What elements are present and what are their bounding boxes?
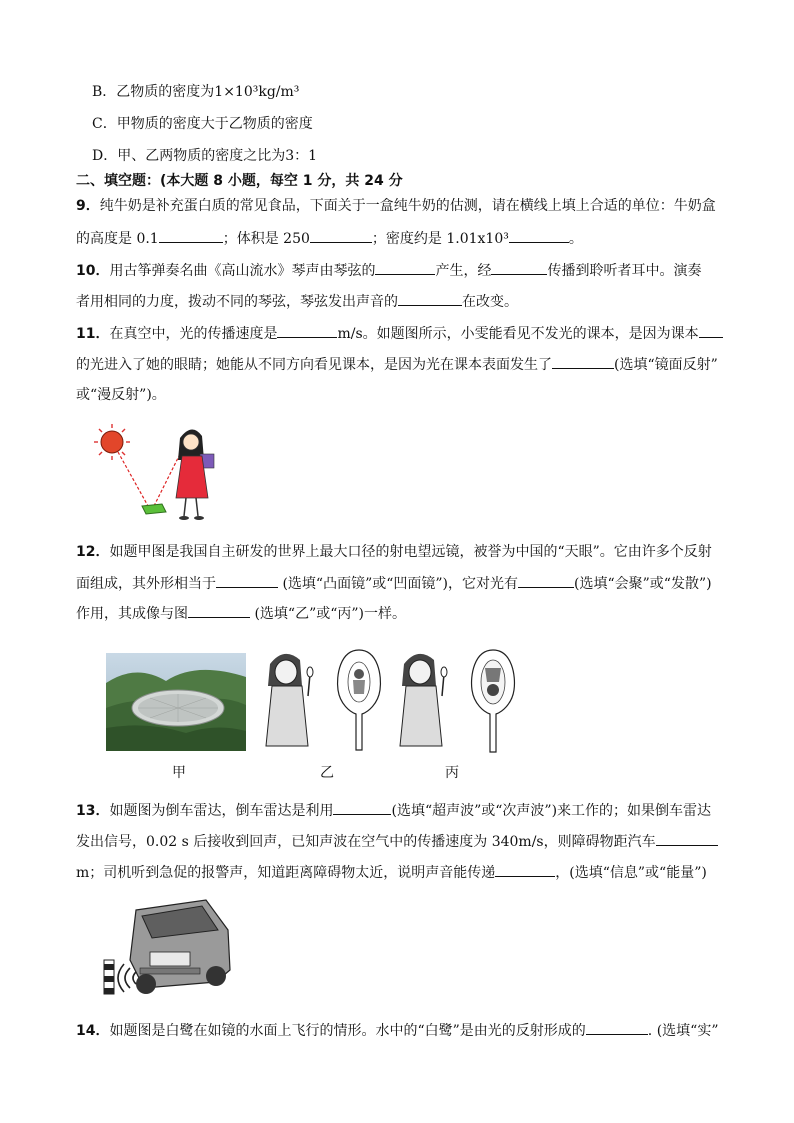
obstacle-icon bbox=[104, 960, 114, 994]
question-text: 的光进入了她的眼睛；她能从不同方向看见课本，是因为光在课本表面发生了 bbox=[76, 357, 552, 373]
caption-yi: 乙 bbox=[320, 765, 334, 781]
spoon-icon bbox=[472, 650, 515, 752]
question-11-line-3 bbox=[76, 385, 166, 405]
question-text: (选填“乙”或“丙”)一样。 bbox=[250, 606, 407, 622]
question-text: m；司机听到急促的报警声，知道距离障碍物太近，说明声音能传递 bbox=[76, 865, 496, 881]
question-text: 作用，其成像与图 bbox=[76, 606, 188, 622]
spoon-icon bbox=[338, 650, 381, 750]
question-text: 纯牛奶是补充蛋白质的常见食品，下面关于一盒纯牛奶的估测，请在横线上填上合适的单位：牛奶盒 bbox=[99, 198, 716, 214]
question-text: (选填“超声波”或“次声波”)来工作的；如果倒车雷达 bbox=[391, 803, 712, 819]
question-number: 9． bbox=[76, 198, 100, 214]
question-text: 传播到聆听者耳中。演奏 bbox=[547, 263, 702, 279]
textbook-icon bbox=[142, 504, 166, 514]
answer-blank[interactable] bbox=[188, 603, 250, 618]
question-number: 13． bbox=[76, 803, 110, 819]
question-text: m/s。如题图所示，小雯能看见不发光的课本，是因为课本 bbox=[337, 326, 699, 342]
question-12-line-1 bbox=[76, 542, 712, 562]
answer-blank[interactable] bbox=[216, 573, 278, 588]
question-number: 10． bbox=[76, 263, 110, 279]
question-text: ；密度约是 1.01x10³ bbox=[371, 231, 509, 247]
telescope-photo bbox=[106, 653, 246, 751]
answer-blank[interactable] bbox=[586, 1020, 648, 1035]
question-11-line-1 bbox=[76, 323, 723, 344]
question-text: . (选填“实” bbox=[647, 1023, 719, 1039]
figure-yi bbox=[264, 646, 384, 754]
girl-with-spoon bbox=[266, 654, 313, 746]
answer-blank[interactable] bbox=[699, 323, 723, 338]
question-text: 面组成，其外形相当于 bbox=[76, 576, 216, 592]
question-13-line-3 bbox=[76, 862, 707, 883]
sun-icon bbox=[94, 424, 130, 460]
figure-bing bbox=[398, 646, 528, 756]
question-text: (选填“镜面反射” bbox=[614, 357, 718, 373]
question-text: 如题甲图是我国自主研发的世界上最大口径的射电望远镜，被誉为中国的“天眼”。它由许多个反射 bbox=[109, 544, 712, 560]
question-12-line-3 bbox=[76, 603, 406, 624]
question-text: 在真空中，光的传播速度是 bbox=[109, 326, 278, 342]
radar-wave bbox=[118, 964, 136, 992]
question-text: 发出信号，0.02 s 后接收到回声，已知声波在空气中的传播速度为 340m/s，则障碍物距汽车 bbox=[76, 834, 656, 850]
question-text: ，(选填“信息”或“能量”) bbox=[555, 865, 707, 881]
question-number: 12． bbox=[76, 544, 110, 560]
section-heading: 二、填空题：(本大题 8 小题，每空 1 分，共 24 分 bbox=[76, 173, 403, 189]
question-text: 用古筝弹奏名曲《高山流水》琴声由琴弦的 bbox=[109, 263, 376, 279]
answer-blank[interactable] bbox=[375, 260, 435, 275]
question-text: (选填“会聚”或“发散”) bbox=[574, 576, 712, 592]
question-text: 的高度是 0.1 bbox=[76, 231, 159, 247]
answer-blank[interactable] bbox=[509, 228, 569, 243]
light-ray bbox=[118, 450, 182, 506]
answer-blank[interactable] bbox=[656, 831, 718, 846]
reversing-radar-figure bbox=[96, 890, 236, 1005]
answer-blank[interactable] bbox=[491, 260, 547, 275]
question-10-line-2 bbox=[76, 291, 518, 312]
question-text: 在改变。 bbox=[462, 294, 518, 310]
girl-figure bbox=[176, 429, 214, 520]
caption-jia: 甲 bbox=[172, 765, 186, 781]
question-14-line-1 bbox=[76, 1020, 718, 1041]
girl-with-spoon bbox=[400, 654, 447, 746]
car-icon bbox=[130, 900, 230, 994]
question-12-line-2 bbox=[76, 573, 712, 594]
question-11-line-2 bbox=[76, 354, 718, 375]
question-number: 14． bbox=[76, 1023, 110, 1039]
answer-blank[interactable] bbox=[552, 354, 614, 369]
answer-blank[interactable] bbox=[277, 323, 337, 338]
question-text: ；体积是 250 bbox=[222, 231, 310, 247]
question-text: 如题图是白鹭在如镜的水面上飞行的情形。水中的“白鹭”是由光的反射形成的 bbox=[109, 1023, 586, 1039]
question-text: 者用相同的力度，拨动不同的琴弦，琴弦发出声音的 bbox=[76, 294, 398, 310]
answer-blank[interactable] bbox=[398, 291, 462, 306]
question-number: 11． bbox=[76, 326, 110, 342]
question-text: 。 bbox=[568, 231, 583, 247]
question-10-line-1 bbox=[76, 260, 701, 281]
option-c: C．甲物质的密度大于乙物质的密度 bbox=[92, 116, 313, 132]
answer-blank[interactable] bbox=[495, 862, 555, 877]
option-d: D．甲、乙两物质的密度之比为3：1 bbox=[92, 148, 318, 164]
question-9-line-1 bbox=[76, 196, 716, 216]
answer-blank[interactable] bbox=[310, 228, 372, 243]
answer-blank[interactable] bbox=[518, 573, 574, 588]
caption-bing: 丙 bbox=[445, 765, 459, 781]
answer-blank[interactable] bbox=[159, 228, 223, 243]
question-13-line-1 bbox=[76, 800, 711, 821]
q11-figure bbox=[92, 420, 232, 525]
question-text: 或“漫反射”)。 bbox=[76, 387, 166, 403]
question-13-line-2 bbox=[76, 831, 718, 852]
question-text: 产生，经 bbox=[435, 263, 492, 279]
answer-blank[interactable] bbox=[333, 800, 391, 815]
question-text: 如题图为倒车雷达，倒车雷达是利用 bbox=[109, 803, 334, 819]
question-9-line-2 bbox=[76, 228, 583, 249]
option-b: B．乙物质的密度为1×10³kg/m³ bbox=[92, 84, 300, 100]
question-text: (选填“凸面镜”或“凹面镜”)，它对光有 bbox=[278, 576, 519, 592]
